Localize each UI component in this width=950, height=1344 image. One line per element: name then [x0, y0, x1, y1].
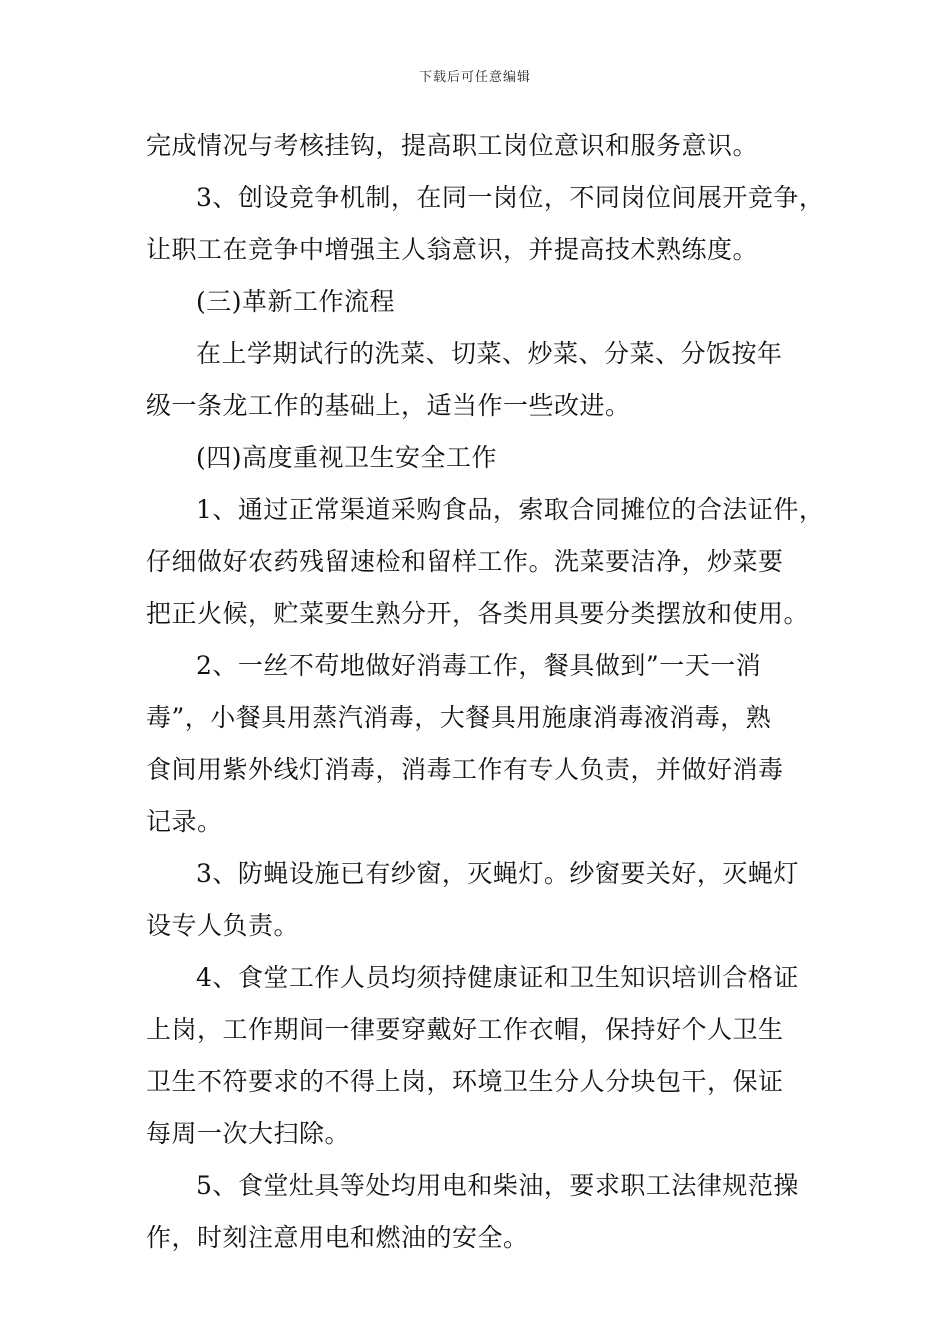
document-body [146, 120, 825, 1264]
text-line: 设专人负责。 [146, 911, 300, 940]
text-line: 1、通过正常渠道采购食品，索取合同摊位的合法证件， [196, 495, 825, 524]
text-line: 卫生不符要求的不得上岗，环境卫生分人分块包干，保证 [146, 1067, 784, 1096]
text-line: 4、食堂工作人员均须持健康证和卫生知识培训合格证 [196, 963, 799, 992]
text-line: 毒”，小餐具用蒸汽消毒，大餐具用施康消毒液消毒，熟 [146, 703, 772, 732]
text-line: 3、创设竞争机制，在同一岗位，不同岗位间展开竞争， [196, 183, 825, 212]
text-line: 3、防蝇设施已有纱窗，灭蝇灯。纱窗要关好，灭蝇灯 [196, 859, 799, 888]
section-heading: (四)高度重视卫生安全工作 [196, 443, 498, 472]
text-line: 上岗，工作期间一律要穿戴好工作衣帽，保持好个人卫生 [146, 1015, 784, 1044]
text-line: 仔细做好农药残留速检和留样工作。洗菜要洁净，炒菜要 [146, 547, 784, 576]
text-line: 作，时刻注意用电和燃油的安全。 [146, 1223, 529, 1252]
text-line: 食间用紫外线灯消毒，消毒工作有专人负责，并做好消毒 [146, 755, 784, 784]
text-line: 把正火候，贮菜要生熟分开，各类用具要分类摆放和使用。 [146, 599, 810, 628]
text-line: 让职工在竞争中增强主人翁意识，并提高技术熟练度。 [146, 235, 759, 264]
section-heading: (三)革新工作流程 [196, 287, 396, 316]
page-header-note: 下载后可任意编辑 [418, 70, 531, 85]
text-line: 级一条龙工作的基础上，适当作一些改进。 [146, 391, 631, 420]
text-line: 2、一丝不苟地做好消毒工作，餐具做到”一天一消 [196, 651, 762, 680]
text-line: 完成情况与考核挂钩，提高职工岗位意识和服务意识。 [146, 131, 759, 160]
text-line: 5、食堂灶具等处均用电和柴油，要求职工法律规范操 [196, 1171, 799, 1200]
text-line: 在上学期试行的洗菜、切菜、炒菜、分菜、分饭按年 [196, 339, 783, 368]
text-line: 每周一次大扫除。 [146, 1119, 351, 1148]
text-line: 记录。 [146, 807, 223, 836]
